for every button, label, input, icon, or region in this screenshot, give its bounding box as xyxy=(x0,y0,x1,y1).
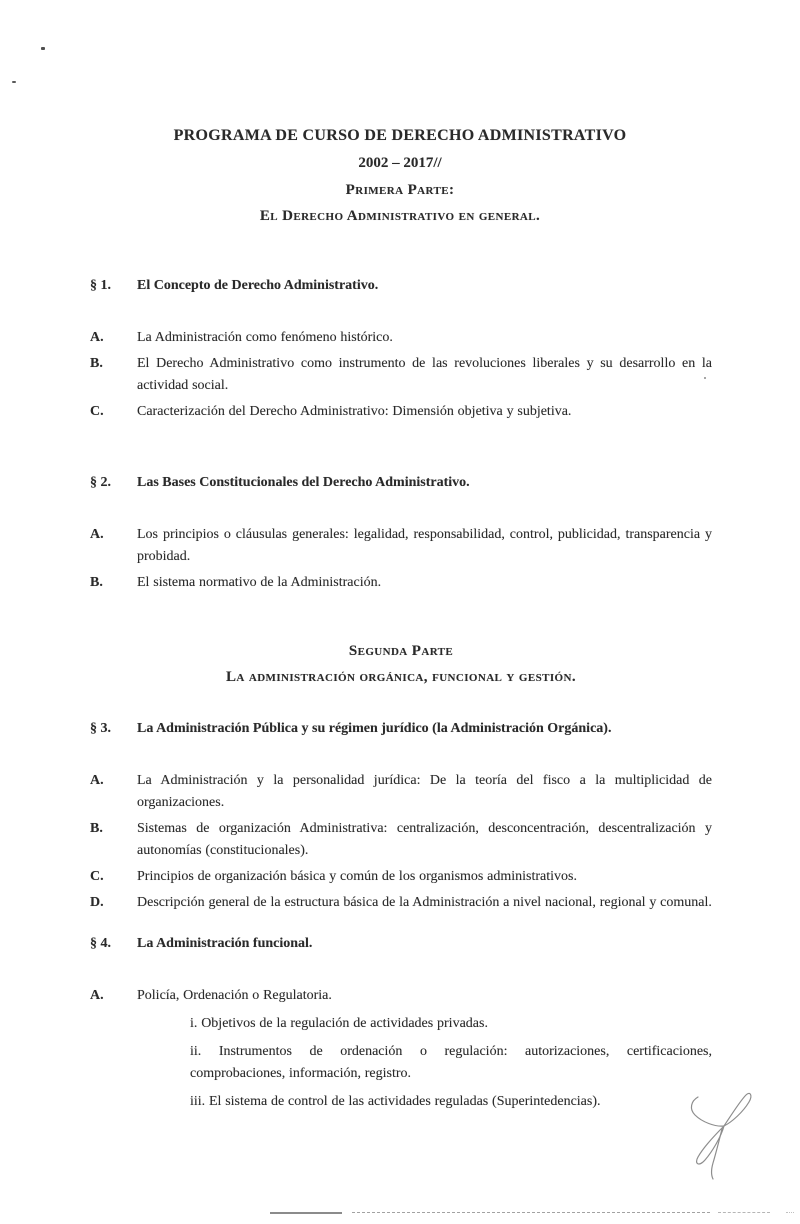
sub-list-item: iii. El sistema de control de las actividades reguladas (Superintedencias). xyxy=(190,1094,601,1109)
item-label: B. xyxy=(90,575,103,590)
section-number: § 4. xyxy=(90,936,111,951)
section-3-items xyxy=(90,770,712,914)
document-years: 2002 – 2017// xyxy=(358,155,442,171)
part1-title: El Derecho Administrativo en general. xyxy=(259,208,541,224)
item-label: C. xyxy=(90,404,104,419)
item-text: Descripción general de la estructura básica de la Administración a nivel nacional, regional y comunal. xyxy=(137,895,712,910)
list-item xyxy=(90,985,712,1113)
part2-title: La administración orgánica, funcional y gestión. xyxy=(225,669,577,685)
section-2-heading xyxy=(90,472,712,494)
item-text: Caracterización del Derecho Administrativo: Dimensión objetiva y subjetiva. xyxy=(137,404,572,419)
item-label: B. xyxy=(90,356,103,371)
list-item xyxy=(90,327,712,349)
section-number: § 3. xyxy=(90,721,111,736)
section-title: El Concepto de Derecho Administrativo. xyxy=(137,278,379,293)
list-item xyxy=(90,572,712,594)
list-item xyxy=(90,892,712,914)
item-text: Principios de organización básica y común de los organismos administrativos. xyxy=(137,869,577,884)
item-text: La Administración como fenómeno histórico. xyxy=(137,330,393,345)
section-4-heading xyxy=(90,933,712,955)
section-2-items xyxy=(90,524,712,594)
document-title: PROGRAMA DE CURSO DE DERECHO ADMINISTRATIVO xyxy=(173,127,627,144)
item-label: B. xyxy=(90,821,103,836)
item-label: D. xyxy=(90,895,104,910)
item-text: El Derecho Administrativo como instrumento de las revoluciones liberales y su desarrollo en la actividad social. xyxy=(137,356,712,393)
section-1-heading xyxy=(90,275,712,297)
section-1-items xyxy=(90,327,712,423)
section-4 xyxy=(90,933,712,1113)
item-label: A. xyxy=(90,773,104,788)
section-3-heading xyxy=(90,718,712,740)
list-item xyxy=(90,353,712,397)
list-item xyxy=(90,524,712,568)
scan-line-segment xyxy=(718,1212,770,1213)
section-2 xyxy=(90,472,712,594)
section-4-items xyxy=(90,985,712,1113)
section-1 xyxy=(90,275,712,423)
section-title: La Administración Pública y su régimen jurídico (la Administración Orgánica). xyxy=(137,721,612,736)
item-content xyxy=(137,985,712,1113)
scan-line-segment xyxy=(270,1212,342,1214)
section-title: La Administración funcional. xyxy=(137,936,313,951)
list-item xyxy=(90,866,712,888)
scan-line-segment xyxy=(786,1212,794,1213)
document-header xyxy=(0,0,800,226)
item-label: C. xyxy=(90,869,104,884)
document-body xyxy=(0,275,800,1113)
list-item xyxy=(90,401,712,423)
scan-speck xyxy=(704,377,706,379)
part2-divider xyxy=(90,642,712,687)
sub-list-item: ii. Instrumentos de ordenación o regulación: autorizaciones, certificaciones, comprobaciones, información, registro. xyxy=(190,1044,712,1081)
item-text: La Administración y la personalidad jurídica: De la teoría del fisco a la multiplicidad de organizaciones. xyxy=(137,773,712,810)
footer-scan-line xyxy=(0,1212,800,1215)
item-text: Policía, Ordenación o Regulatoria. xyxy=(137,988,332,1003)
scan-speck xyxy=(41,47,45,50)
item-label: A. xyxy=(90,527,104,542)
list-item xyxy=(90,818,712,862)
part2-label: Segunda Parte xyxy=(348,643,454,659)
sub-list-item: i. Objetivos de la regulación de actividades privadas. xyxy=(190,1016,488,1031)
item-text: Los principios o cláusulas generales: legalidad, responsabilidad, control, publicidad, transparencia y probidad. xyxy=(137,527,712,564)
item-text: El sistema normativo de la Administración. xyxy=(137,575,382,590)
part1-label: Primera Parte: xyxy=(345,182,455,198)
section-3 xyxy=(90,718,712,914)
section-number: § 2. xyxy=(90,475,111,490)
section-number: § 1. xyxy=(90,278,111,293)
signature-flourish-mark xyxy=(645,1085,755,1190)
section-title: Las Bases Constitucionales del Derecho Administrativo. xyxy=(137,475,470,490)
item-label: A. xyxy=(90,988,104,1003)
item-label: A. xyxy=(90,330,104,345)
item-text: Sistemas de organización Administrativa: centralización, desconcentración, descentralización y autonomías (constitucionales). xyxy=(137,821,712,858)
scan-speck xyxy=(12,81,16,83)
scan-line-segment xyxy=(352,1212,710,1213)
list-item xyxy=(90,770,712,814)
